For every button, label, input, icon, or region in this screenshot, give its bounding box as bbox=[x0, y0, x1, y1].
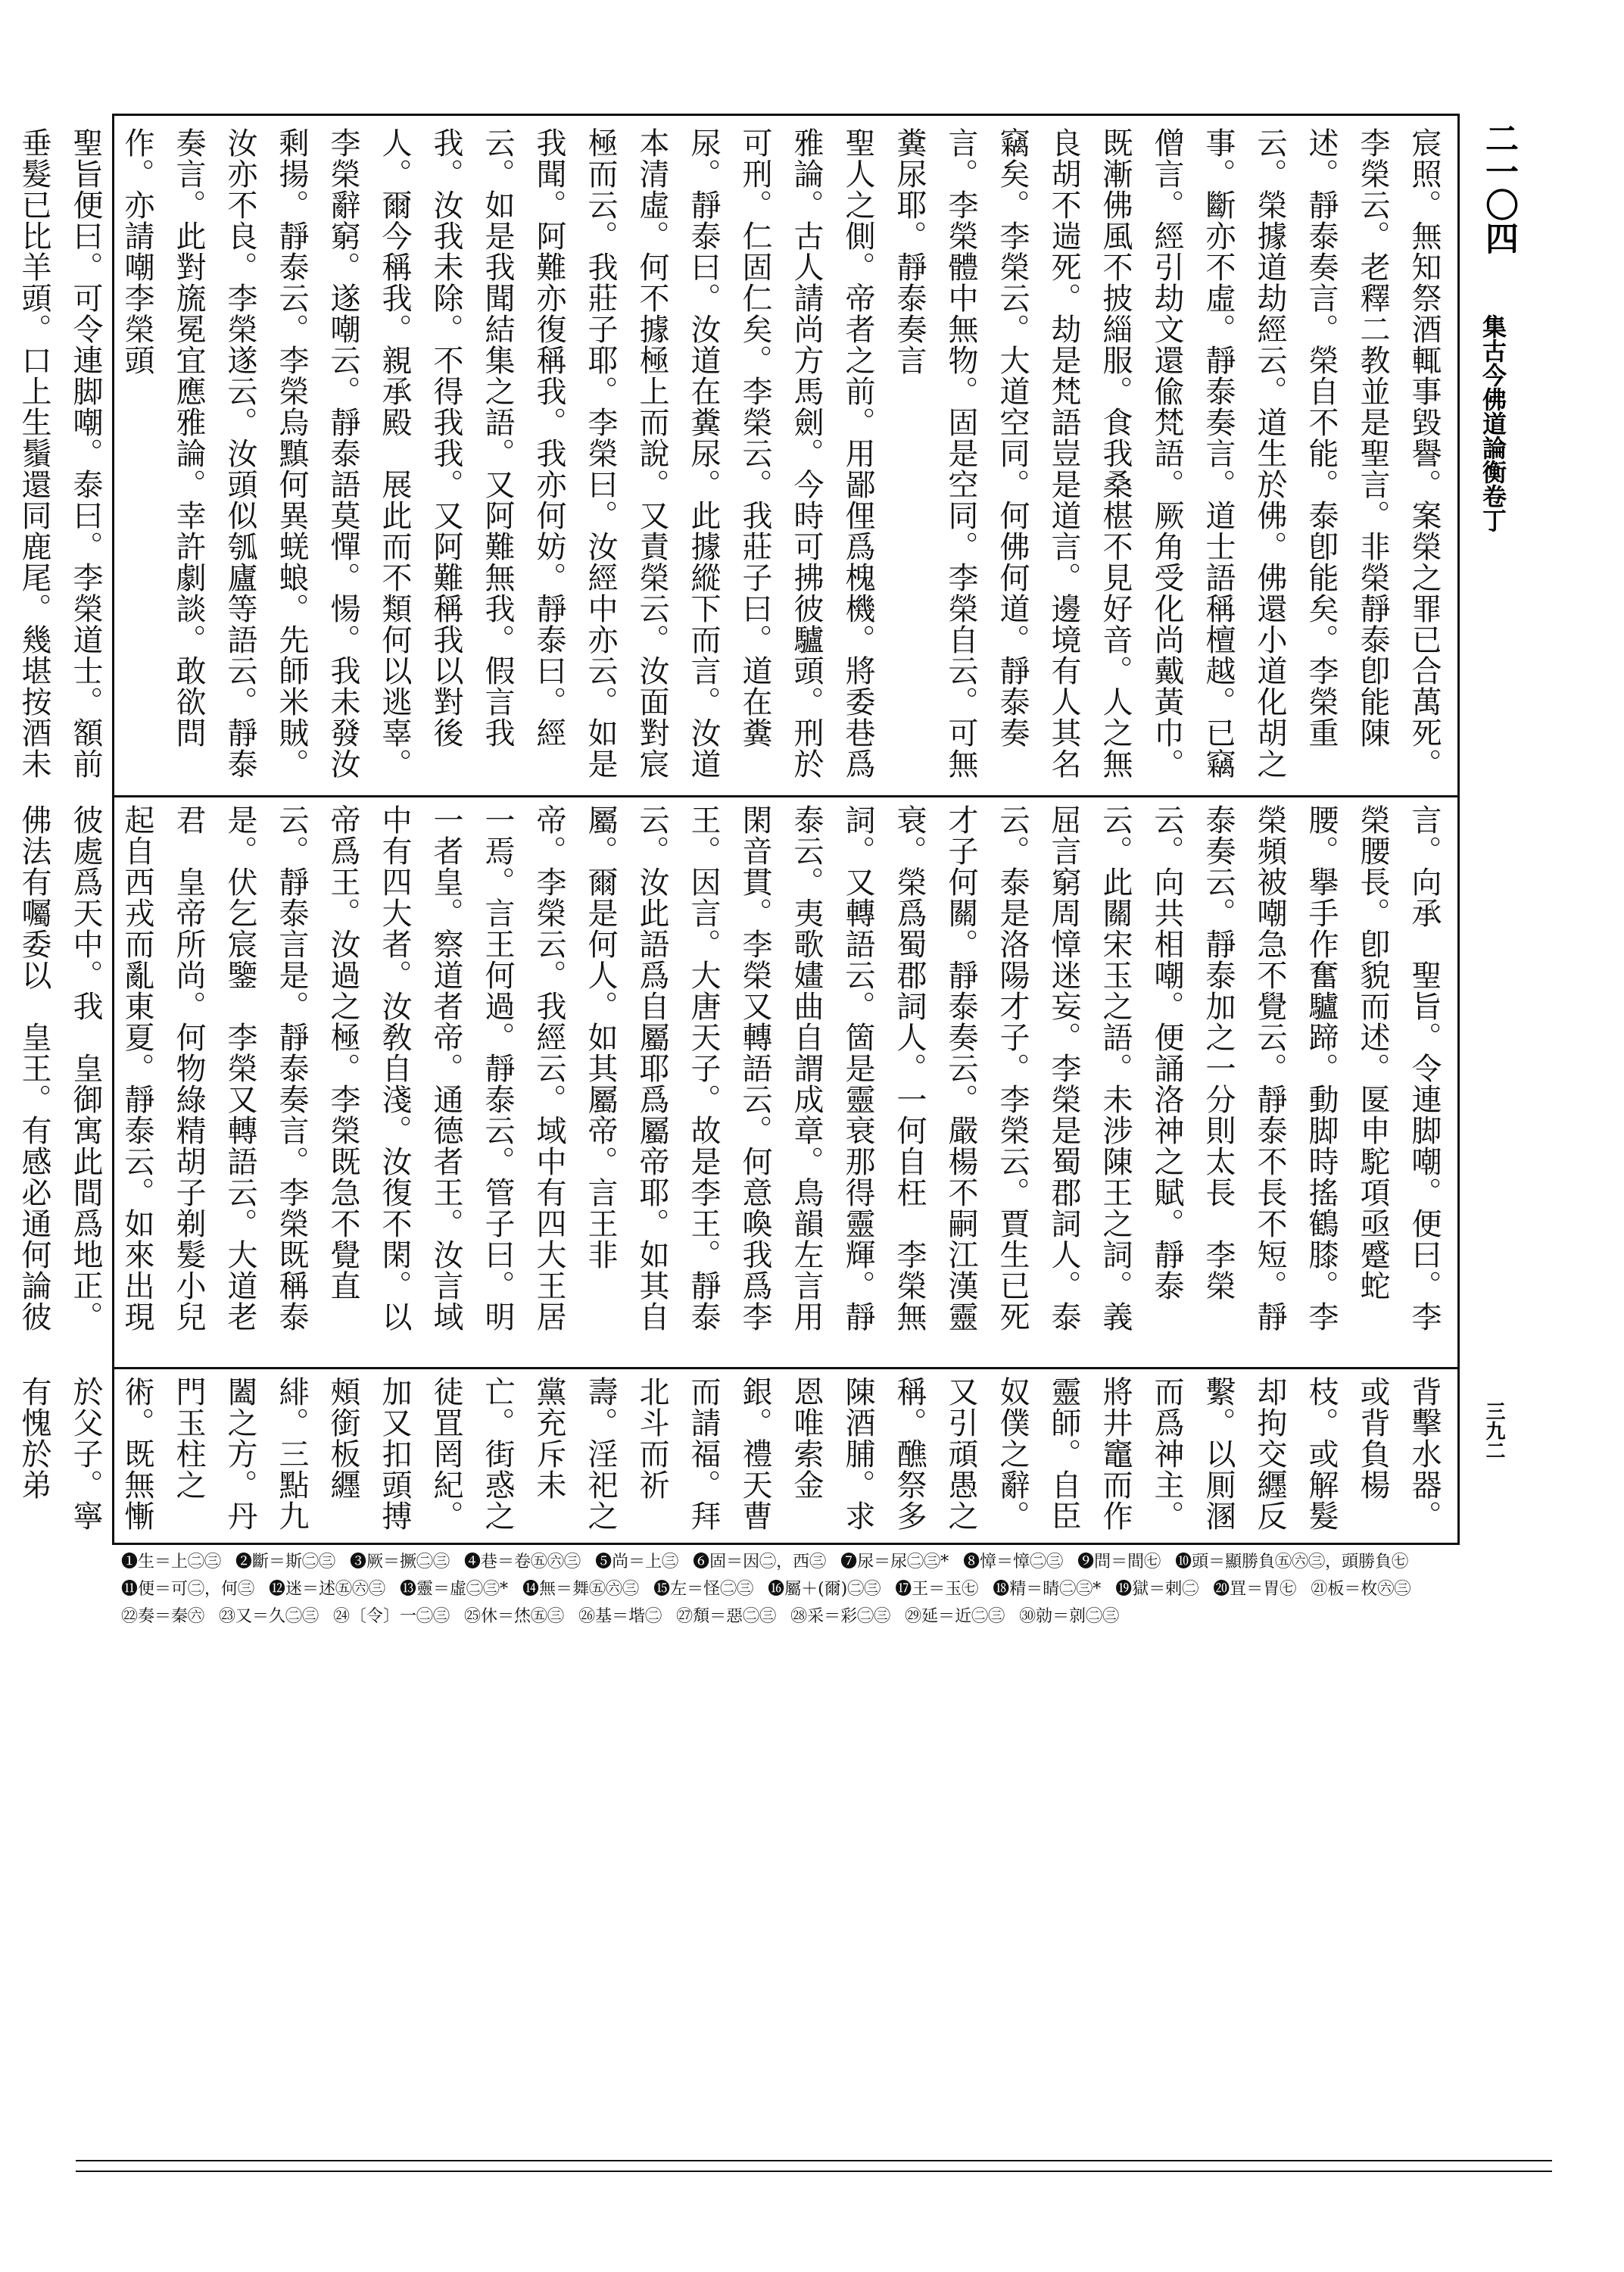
note-item: ⓫便＝可㊁，何㊂ bbox=[121, 1580, 255, 1599]
text-band-bottom bbox=[17, 1376, 1450, 1539]
note-item: ⓬迷＝述㊄㊅㊂ bbox=[269, 1580, 386, 1599]
note-item: ❹巷＝卷㊄㊅㊂ bbox=[464, 1553, 581, 1571]
note-item: ⓯左＝怪㊁㊂ bbox=[653, 1580, 754, 1599]
text-band-middle bbox=[17, 804, 1450, 1361]
text-paragraph: 聖人之側。帝者之前。用鄙俚爲槐機。將委巷爲雅論。古人請尚方馬劍。今時可拂彼驢頭。刑於可刑。仁固仁矣。李榮云。我莊子曰。道在糞尿。靜泰曰。汝道在糞尿。此據縱下而言。汝道本清虛。何不據極上而說。又責榮云。汝面對宸極而云。我莊子耶。李榮曰。汝經中亦云。如是我聞。阿難亦復稱我。我亦何妨。靜泰曰。經云。如是我聞結集之語。又阿難無我。假言我我。汝我未除。不得我我。又阿難稱我以對後人。爾今稱我。親承殿 展此而不類何以逃辜。李榮辭窮。遂嘲云。靜泰語莫憚。愓。我未發汝剩揚。靜泰云。李榮烏黰何異蜣蜋。先師米賊。汝亦不良。李榮遂云。汝頭似瓠廬等語云。靜泰奏言。此對旒冕宜應雅論。幸許劇談。敢欲問作。亦請嘲李榮頭 bbox=[120, 127, 875, 779]
note-item: ㉙延＝近㊁㊂ bbox=[905, 1607, 1005, 1626]
page-number-right: 三九二 bbox=[1482, 1401, 1505, 1460]
note-item: ❼尿＝尿㊁㊂* bbox=[840, 1553, 949, 1571]
note-item: ⓳獄＝剌㊁ bbox=[1115, 1580, 1199, 1599]
note-item: ⓭靈＝虛㊁㊂* bbox=[400, 1580, 509, 1599]
note-item: ㉑板＝枚㊅㊂ bbox=[1311, 1580, 1411, 1599]
note-item: ❿頭＝顯勝負㊄㊅㊂，頭勝負㊆ bbox=[1175, 1553, 1409, 1571]
note-item: ㉔〔令〕一㊁㊂ bbox=[333, 1607, 450, 1626]
note-item: ㉒奏＝秦㊅ bbox=[121, 1607, 205, 1626]
footer-rule-2 bbox=[76, 2171, 1552, 2172]
note-item: ❻固＝因㊁，西㊂ bbox=[693, 1553, 827, 1571]
text-paragraph: 宸照。無知祭酒輒事毀譽。案榮之罪已合萬死。李榮云。老釋二教並是聖言。非榮靜泰卽能陳述。靜泰奏言。榮自不能。泰卽能矣。李榮重云。榮據道劫經云。道生於佛。佛還小道化胡之事。斷亦不虛。靜泰奏言。道士語稱檀越。已竊僧言。經引劫文還偸梵語。厥角受化尚戴黃巾。既漸佛風不披緇服。食我桑椹不見好音。人之無良胡不遄死。劫是梵語豈是道言。邊境有人其名竊矣。李榮云。大道空同。何佛何道。靜泰奏言。李榮體中無物。固是空同。李榮自云。可無糞尿耶。靜泰奏言 bbox=[892, 127, 1442, 779]
note-item: ⓰屬＋(爾)㊁㊂ bbox=[768, 1580, 881, 1599]
note-item: ❷斷＝斯㊁㊂ bbox=[235, 1553, 336, 1571]
text-paragraph: 言。向承 聖旨。令連脚嘲。便曰。李榮腰長。卽貌而述。匽申駝項亟蹙蛇腰。擧手作奮驢蹄。動脚時搖鶴膝。李榮頻被嘲急不覺云。靜泰不長不短。靜泰奏云。靜泰加之一分則太長 李榮云。向共相嘲。便誦洛神之賦。靜泰云。此關宋玉之語。未涉陳王之詞。義屈言窮周慞迷妄。李榮是蜀郡詞人。泰云。泰是洛陽才子。李榮云。賈生已死才子何關。靜泰奏云。嚴楊不嗣江漢靈衰。榮爲蜀郡詞人。一何自枉 李榮無詞。又轉語云。箇是靈衰那得靈輝。靜泰云。夷歌嫿曲自謂成章。鳥韻左言用閑音貫。李榮又轉語云。何意喚我爲李王。因言。大唐天子。故是李王。靜泰云。汝此語爲自屬耶爲屬帝耶。如其自屬。爾是何人。如其屬帝。言王非 帝。李榮云。我經云。域中有四大王居一焉。言王何過。靜泰云。管子曰。明一者皇。察道者帝。通德者王。汝言域中有四大者。汝敎自淺。汝復不閑。以帝爲王。汝過之極。李榮既急不覺直云。靜泰言是。靜泰奏言。李榮既稱泰是。伏乞宸鑒 李榮又轉語云。大道老君 皇帝所尚。何物綠精胡子剃髮小兒起自西戎而亂東夏。靜泰云。如來出現彼處爲天中。我 皇御寓此間爲地正。佛法有囑委以 皇王。有感必通何論彼 bbox=[17, 804, 1442, 1332]
text-band-top bbox=[17, 127, 1450, 790]
note-item: ❶生＝上㊁㊂ bbox=[121, 1553, 222, 1571]
note-item: ㉖基＝堦㊁ bbox=[578, 1607, 662, 1626]
text-paragraph: 背擊水器。或背負楊枝。或解髮却拘交纒反繫。以厠溷而爲神主。將井竈而作靈師。自臣奴僕之辭。又引頑愚之稱。醮祭多陳酒脯。求恩唯索金銀。禮天曹而請福。拜北斗而祈壽。淫祀之黨充斥未亡。街惑之徒罝罔紀。加又扣頭搏頰銜板纒緋。三點九闔之方。丹門玉柱之術。既無慚於父子。寧有愧於弟 bbox=[17, 1376, 1442, 1531]
note-item: ㉚勍＝剠㊁㊂ bbox=[1019, 1607, 1120, 1626]
running-title: 集古今佛道論衡卷丁 bbox=[1479, 314, 1507, 532]
collation-notes bbox=[121, 1549, 1484, 1631]
band-separator-1 bbox=[112, 795, 1460, 797]
band-separator-2 bbox=[112, 1367, 1460, 1369]
note-item: ⓮無＝舞㊄㊅㊂ bbox=[522, 1580, 640, 1599]
note-item: ❽慞＝慞㊁㊂ bbox=[963, 1553, 1064, 1571]
note-item: ㉓又＝久㊁㊂ bbox=[219, 1607, 320, 1626]
note-item: ㉗頽＝惡㊁㊂ bbox=[676, 1607, 777, 1626]
page-number-left: 二一〇四 bbox=[1479, 121, 1518, 254]
note-item: ❸厥＝撅㊁㊂ bbox=[350, 1553, 450, 1571]
note-item: ㉘采＝彩㊁㊂ bbox=[790, 1607, 891, 1626]
text-paragraph: 聖旨便曰。可令連脚嘲。泰曰。李榮道士。額前垂髮已比羊頭。口上生鬚還同鹿尾。幾堪按酒未 bbox=[17, 127, 103, 779]
note-item: ⓱王＝玉㊆ bbox=[895, 1580, 979, 1599]
note-item: ⓴罝＝胃㊆ bbox=[1213, 1580, 1297, 1599]
note-item: ❾問＝間㊆ bbox=[1077, 1553, 1161, 1571]
footer-rule-1 bbox=[76, 2160, 1552, 2161]
note-item: ❺尚＝上㊂ bbox=[595, 1553, 679, 1571]
note-item: ⓲精＝睛㊁㊂* bbox=[993, 1580, 1102, 1599]
note-item: ㉕休＝烋㊄㊂ bbox=[464, 1607, 565, 1626]
